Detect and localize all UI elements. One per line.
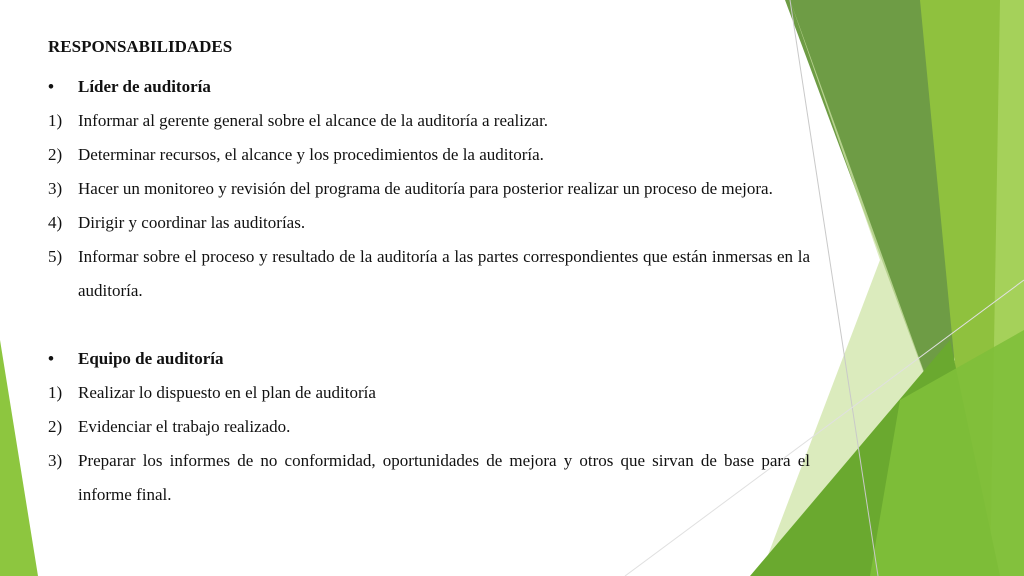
list-item xyxy=(48,240,810,308)
list-item xyxy=(48,410,810,444)
item-text: Informar al gerente general sobre el alcance de la auditoría a realizar. xyxy=(78,111,549,130)
item-text: Informar sobre el proceso y resultado de la auditoría a las partes correspondientes que están inmersas en la auditoría. xyxy=(78,247,810,300)
item-text: Hacer un monitoreo y revisión del programa de auditoría para posterior realizar un proceso de mejora. xyxy=(78,179,773,198)
bullet-icon: • xyxy=(48,349,54,368)
item-number: 3) xyxy=(48,179,63,198)
list-item xyxy=(48,376,810,410)
item-text: Realizar lo dispuesto en el plan de auditoría xyxy=(78,383,376,402)
list-item xyxy=(48,206,810,240)
section-spacer xyxy=(48,308,810,342)
item-number: 1) xyxy=(48,383,63,402)
section-heading-lider xyxy=(48,70,810,104)
item-number: 2) xyxy=(48,417,63,436)
list-item xyxy=(48,138,810,172)
item-number: 1) xyxy=(48,111,63,130)
section-heading-equipo xyxy=(48,342,810,376)
item-text: Preparar los informes de no conformidad, oportunidades de mejora y otros que sirvan de base para el informe final. xyxy=(78,451,810,504)
item-number: 5) xyxy=(48,247,63,266)
section-title: Líder de auditoría xyxy=(78,77,211,96)
item-text: Evidenciar el trabajo realizado. xyxy=(78,417,291,436)
slide-heading: RESPONSABILIDADES xyxy=(48,37,233,56)
item-number: 4) xyxy=(48,213,63,232)
list-item xyxy=(48,444,810,512)
left-green-triangle xyxy=(0,340,38,576)
item-text: Dirigir y coordinar las auditorías. xyxy=(78,213,306,232)
section-title: Equipo de auditoría xyxy=(78,349,224,368)
list-item xyxy=(48,104,810,138)
item-number: 2) xyxy=(48,145,63,164)
item-number: 3) xyxy=(48,451,63,470)
list-item xyxy=(48,172,810,206)
item-text: Determinar recursos, el alcance y los procedimientos de la auditoría. xyxy=(78,145,544,164)
bullet-icon: • xyxy=(48,77,54,96)
slide-content xyxy=(48,36,810,512)
